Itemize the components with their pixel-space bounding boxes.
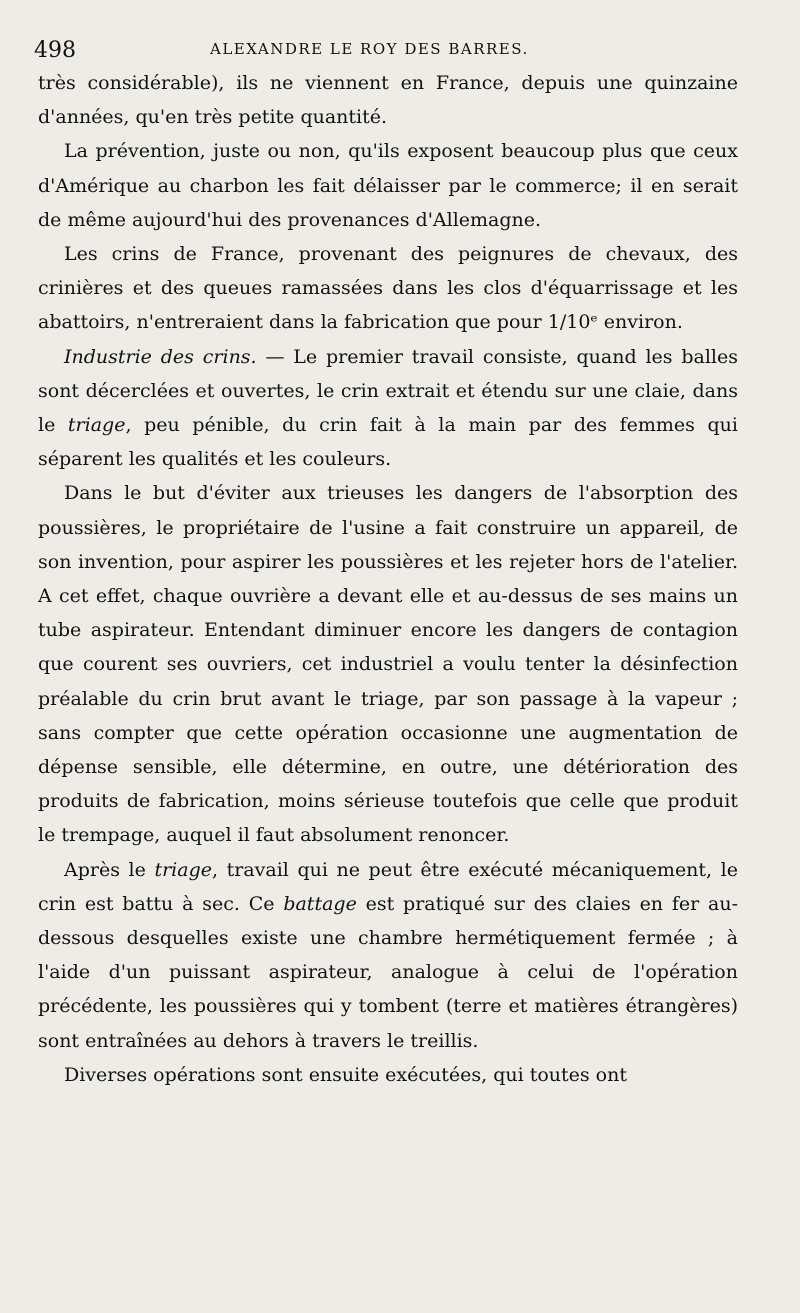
paragraph-4-part-2: , peu pénible, du crin fait à la main par des femmes qui séparent les qualités et les couleurs. bbox=[38, 414, 738, 471]
paragraph-6-mid: , travail qui ne peut être exécuté mécaniquement, le crin est battu à sec. Ce bbox=[38, 858, 738, 915]
page-number: 498 bbox=[34, 38, 76, 63]
paragraph-2: La prévention, juste ou non, qu'ils exposent beaucoup plus que ceux d'Amérique au charbon les fait délaisser par le commerce; il en serait de même aujourd'hui des provenances d'Allemagne. bbox=[38, 140, 738, 231]
paragraph-6 bbox=[38, 853, 738, 1058]
paragraph-1: très considérable), ils ne viennent en France, depuis une quinzaine d'années, qu'en très petite quantité. bbox=[38, 72, 738, 129]
paragraph-5: Dans le but d'éviter aux trieuses les dangers de l'absorption des poussières, le propriétaire de l'usine a fait construire un appareil, de son invention, pour aspirer les poussières et les rejeter hors de l'atelier. A cet effet, chaque ouvrière a devant elle et au-dessus de ses mains un tube aspirateur. Entendant diminuer encore les dangers de contagion que courent ses ouvriers, cet industriel a voulu tenter la désinfection préalable du crin brut avant le triage, par son passage à la vapeur ; sans compter que cette opération occasionne une augmentation de dépense sensible, elle détermine, en outre, une détérioration des produits de fabrication, moins sérieuse toutefois que celle que produit le trempage, auquel il faut absolument renoncer. bbox=[38, 482, 738, 847]
paragraph-4-part-1: — Le premier travail consiste, quand les balles sont décerclées et ouvertes, le crin extrait et étendu sur une claie, dans le bbox=[38, 345, 739, 437]
body-text bbox=[38, 66, 738, 1092]
section-heading-italic: Industrie des crins. bbox=[64, 345, 257, 368]
paragraph-7: Diverses opérations sont ensuite exécutées, qui toutes ont bbox=[64, 1063, 627, 1086]
paragraph-6-lead: Après le bbox=[64, 858, 155, 881]
paragraph-4 bbox=[38, 340, 738, 477]
paragraph-3: Les crins de France, provenant des peignures de chevaux, des crinières et des queues ramassées dans les clos d'équarrissage et les abattoirs, n'entreraient dans la fabrication que pour 1/10ᵉ environ. bbox=[38, 243, 738, 334]
triage-term: triage bbox=[67, 414, 126, 437]
battage-term: battage bbox=[283, 892, 357, 915]
triage-term-2: triage bbox=[154, 858, 212, 881]
running-title: ALEXANDRE LE ROY DES BARRES. bbox=[210, 40, 529, 58]
paragraph-6-rest: est pratiqué sur des claies en fer au-dessous desquelles existe une chambre hermétiquement fermée ; à l'aide d'un puissant aspirateur, analogue à celui de l'opération précédente, les poussières qui y tombent (terre et matières étrangères) sont entraînées au dehors à travers le treillis. bbox=[38, 892, 739, 1052]
page-header bbox=[34, 36, 734, 66]
